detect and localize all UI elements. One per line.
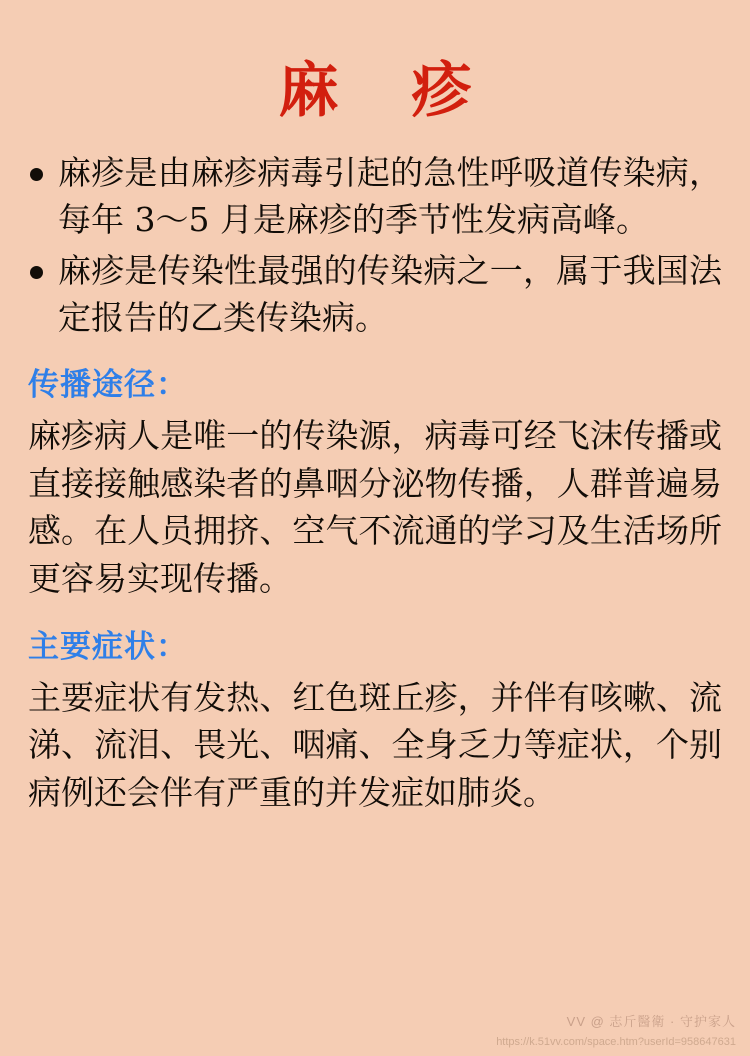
page-title: 麻 疹 [278, 56, 498, 126]
section-heading-symptoms: 主要症状： [28, 628, 188, 665]
bullet-list [28, 150, 722, 341]
watermark-url: https://k.51vv.com/space.htm?userId=958647631 [496, 1036, 736, 1048]
list-item: 麻疹是传染性最强的传染病之一，属于我国法定报告的乙类传染病。 [28, 248, 722, 342]
list-item: 麻疹是由麻疹病毒引起的急性呼吸道传染病，每年 3～5 月是麻疹的季节性发病高峰。 [28, 150, 722, 244]
section-body-symptoms: 主要症状有发热、红色斑丘疹，并伴有咳嗽、流涕、流泪、畏光、咽痛、全身乏力等症状，个别病例还会伴有严重的并发症如肺炎。 [28, 677, 722, 812]
watermark-text: VV @ 志斤醫衛 · 守护家人 [566, 1014, 736, 1029]
section-heading-transmission: 传播途径： [28, 367, 188, 404]
section-body-transmission: 麻疹病人是唯一的传染源，病毒可经飞沫传播或直接接触感染者的鼻咽分泌物传播，人群普遍易感。在人员拥挤、空气不流通的学习及生活场所更容易实现传播。 [28, 416, 722, 598]
